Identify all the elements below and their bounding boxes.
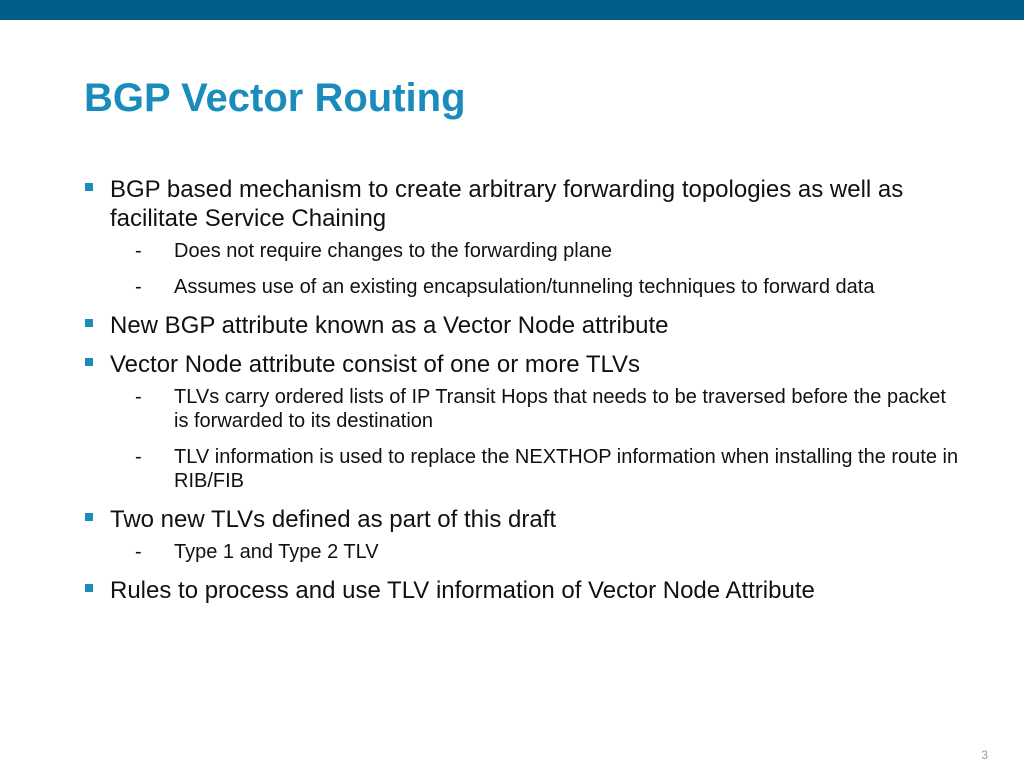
- bullet-item: [84, 175, 964, 299]
- dash-marker: -: [135, 446, 142, 468]
- sub-bullet-text: TLVs carry ordered lists of IP Transit Hops that needs to be traversed before the packet is forwarded to its destination: [174, 386, 946, 432]
- square-bullet-icon: [85, 319, 93, 327]
- sub-bullet-list: [110, 385, 964, 493]
- sub-bullet-item: [110, 540, 964, 564]
- bullet-text: Two new TLVs defined as part of this draft: [110, 506, 557, 533]
- bullet-list: [84, 175, 964, 615]
- sub-bullet-item: [110, 275, 964, 299]
- dash-marker: -: [135, 240, 142, 262]
- sub-bullet-list: [110, 239, 964, 299]
- square-bullet-icon: [85, 584, 93, 592]
- sub-bullet-text: Does not require changes to the forwarding plane: [174, 240, 613, 262]
- bullet-item: [84, 311, 964, 340]
- square-bullet-icon: [85, 183, 93, 191]
- dash-marker: -: [135, 386, 142, 408]
- dash-marker: -: [135, 276, 142, 298]
- sub-bullet-text: Assumes use of an existing encapsulation/tunneling techniques to forward data: [174, 276, 875, 298]
- bullet-item: [84, 350, 964, 493]
- dash-marker: -: [135, 541, 142, 563]
- bullet-text: Vector Node attribute consist of one or more TLVs: [110, 351, 641, 378]
- square-bullet-icon: [85, 513, 93, 521]
- bullet-item: [84, 576, 964, 605]
- sub-bullet-item: [110, 239, 964, 263]
- bullet-text: New BGP attribute known as a Vector Node attribute: [110, 312, 669, 339]
- bullet-text: BGP based mechanism to create arbitrary forwarding topologies as well as facilitate Service Chaining: [110, 176, 904, 232]
- bullet-item: [84, 505, 964, 564]
- top-header-bar: [0, 0, 1024, 20]
- sub-bullet-item: [110, 385, 964, 433]
- sub-bullet-text: TLV information is used to replace the NEXTHOP information when installing the route in RIB/FIB: [174, 446, 959, 492]
- sub-bullet-item: [110, 445, 964, 493]
- sub-bullet-list: [110, 540, 964, 564]
- slide-title: BGP Vector Routing: [84, 76, 466, 120]
- sub-bullet-text: Type 1 and Type 2 TLV: [174, 541, 379, 563]
- square-bullet-icon: [85, 358, 93, 366]
- bullet-text: Rules to process and use TLV information of Vector Node Attribute: [110, 577, 815, 604]
- page-number: 3: [981, 748, 988, 762]
